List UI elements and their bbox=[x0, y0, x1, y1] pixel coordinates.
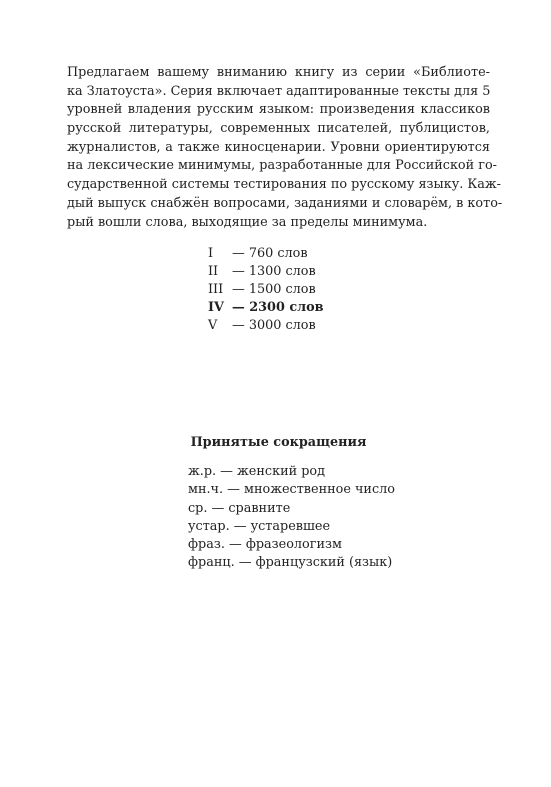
level-word-count: — 760 слов bbox=[232, 246, 308, 261]
level-numeral: V bbox=[208, 318, 218, 333]
level-row-4-current bbox=[208, 299, 324, 317]
level-word-count: — 2300 слов bbox=[232, 300, 324, 315]
intro-line: дый выпуск снабжён вопросами, заданиями и словарём, в кото- bbox=[67, 195, 503, 211]
level-numeral: III bbox=[208, 282, 224, 297]
level-row-3 bbox=[208, 281, 324, 299]
abbreviation-item: франц. — французский (язык) bbox=[188, 555, 393, 571]
abbreviation-item: устар. — устаревшее bbox=[188, 518, 331, 534]
intro-line: журналистов, а также киносценарии. Уровни ориентируются bbox=[67, 139, 490, 155]
intro-line: на лексические минимумы, разработанные для Российской го- bbox=[67, 158, 497, 174]
intro-line: рый вошли слова, выходящие за пределы минимума. bbox=[67, 214, 428, 230]
level-numeral: I bbox=[208, 246, 214, 261]
level-row-5 bbox=[208, 317, 324, 335]
level-numeral: IV bbox=[208, 300, 224, 315]
level-numeral: II bbox=[208, 264, 219, 279]
intro-line: сударственной системы тестирования по русскому языку. Каж- bbox=[67, 177, 502, 193]
abbreviation-item: ср. — сравните bbox=[188, 500, 291, 516]
abbreviation-item: мн.ч. — множественное число bbox=[188, 482, 395, 498]
intro-line: ка Златоуста». Серия включает адаптированные тексты для 5 bbox=[67, 83, 491, 99]
level-word-count: — 3000 слов bbox=[232, 318, 316, 333]
intro-paragraph bbox=[67, 64, 503, 232]
intro-line: Предлагаем вашему вниманию книгу из серии «Библиоте- bbox=[67, 65, 490, 80]
intro-line: уровней владения русским языком: произведения классиков bbox=[67, 102, 490, 118]
abbreviation-item: ж.р. — женский род bbox=[188, 464, 325, 479]
level-word-count: — 1300 слов bbox=[232, 264, 316, 279]
level-list bbox=[208, 245, 324, 335]
intro-line: русской литературы, современных писателей, публицистов, bbox=[67, 121, 490, 137]
abbreviations-heading: Принятые сокращения bbox=[190, 435, 367, 450]
abbreviation-item: фраз. — фразеологизм bbox=[188, 537, 342, 553]
level-row-1 bbox=[208, 245, 324, 263]
level-word-count: — 1500 слов bbox=[232, 282, 316, 297]
abbreviations-list bbox=[188, 463, 395, 573]
level-row-2 bbox=[208, 263, 324, 281]
